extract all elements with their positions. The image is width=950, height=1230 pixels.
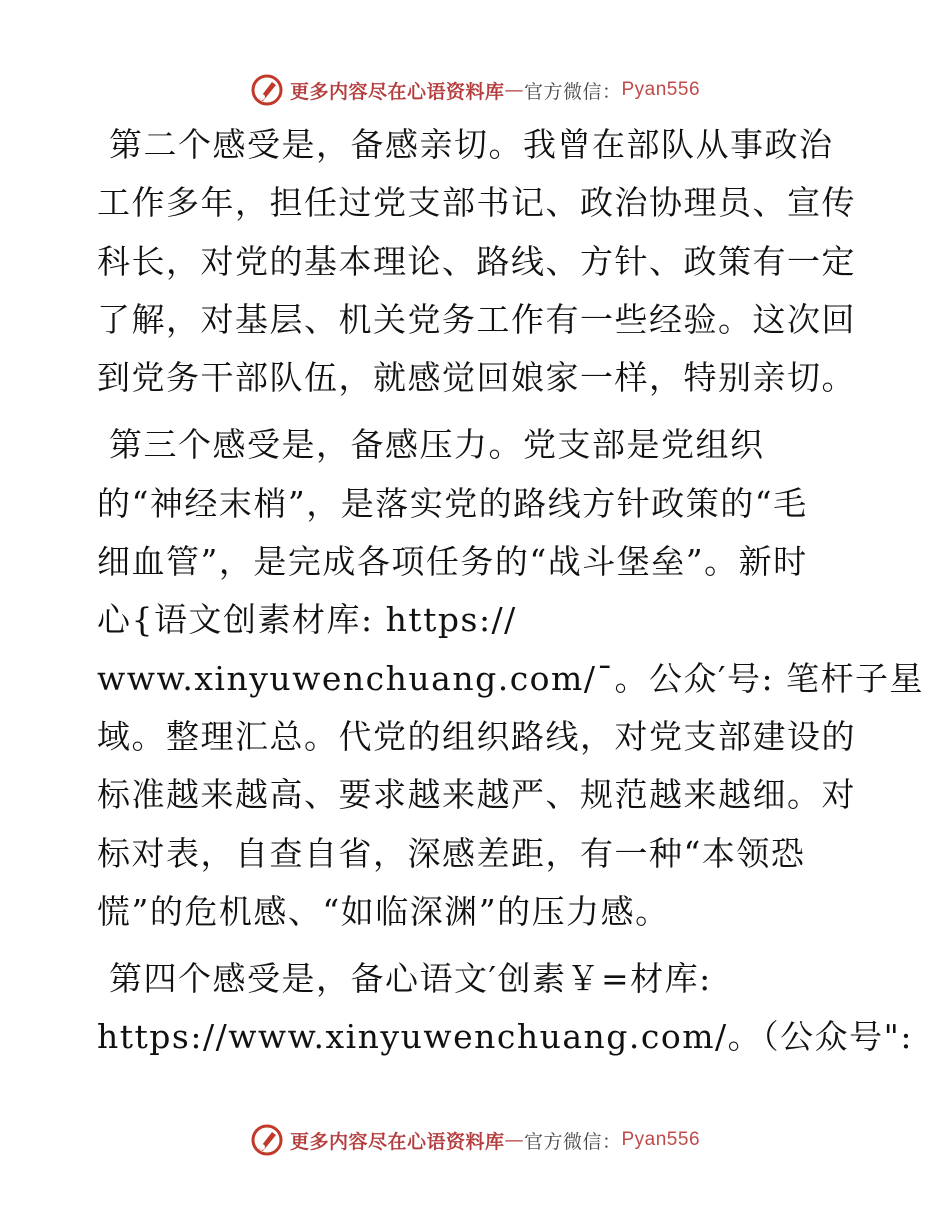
paragraph — [97, 950, 913, 1067]
banner-account: Pyan556 — [621, 1129, 701, 1150]
header-banner — [0, 70, 950, 110]
banner-brand: 更多内容尽在心语资料库 — [289, 1130, 505, 1153]
text-line: 工作多年，担任过党支部书记、政治协理员、宣传 — [97, 183, 856, 223]
text-line: 标准越来越高、要求越来越严、规范越来越细。对 — [97, 775, 856, 815]
pen-logo-icon — [250, 1123, 284, 1157]
paragraph — [97, 416, 925, 941]
text-line: 标对表，自查自省，深感差距，有一种“本领恐 — [97, 833, 806, 873]
paragraph — [97, 116, 857, 407]
text-line: 第三个感受是，备感压力。党支部是党组织 — [109, 425, 765, 465]
text-line: 慌”的危机感、“如临深渊”的压力感。 — [97, 891, 670, 931]
banner-account: Pyan556 — [621, 79, 701, 100]
text-line: 域。整理汇总。代党的组织路线，对党支部建设的 — [97, 716, 856, 756]
text-line: 细血管”，是完成各项任务的“战斗堡垒”。新时 — [97, 542, 808, 582]
text-line: https://www.xinyuwenchuang.com/。（公众号": — [97, 1017, 913, 1057]
text-line: www.xinyuwenchuang.com/¯。公众′号: 笔杆子星 — [97, 658, 925, 698]
text-line: 了解，对基层、机关党务工作有一些经验。这次回 — [97, 299, 856, 339]
footer-banner — [0, 1120, 950, 1160]
banner-wechat-label: 官方微信： — [523, 80, 622, 103]
pen-logo-icon — [250, 73, 284, 107]
banner-brand: 更多内容尽在心语资料库 — [289, 80, 505, 103]
text-line: 科长，对党的基本理论、路线、方针、政策有一定 — [97, 241, 856, 281]
text-line: 的“神经末梢”，是落实党的路线方针政策的“毛 — [97, 483, 808, 523]
document-body — [97, 116, 925, 1067]
banner-wechat-label: 官方微信： — [523, 1130, 622, 1153]
text-line: 心{语文创素材库: https:// — [97, 600, 517, 640]
banner-separator: — — [504, 79, 524, 101]
text-line: 第二个感受是，备感亲切。我曾在部队从事政治 — [109, 125, 834, 164]
text-line: 到党务干部队伍，就感觉回娘家一样，特别亲切。 — [97, 358, 856, 398]
banner-separator: — — [504, 1129, 524, 1151]
text-line: 第四个感受是，备心语文′创素￥=材库: — [109, 959, 712, 999]
